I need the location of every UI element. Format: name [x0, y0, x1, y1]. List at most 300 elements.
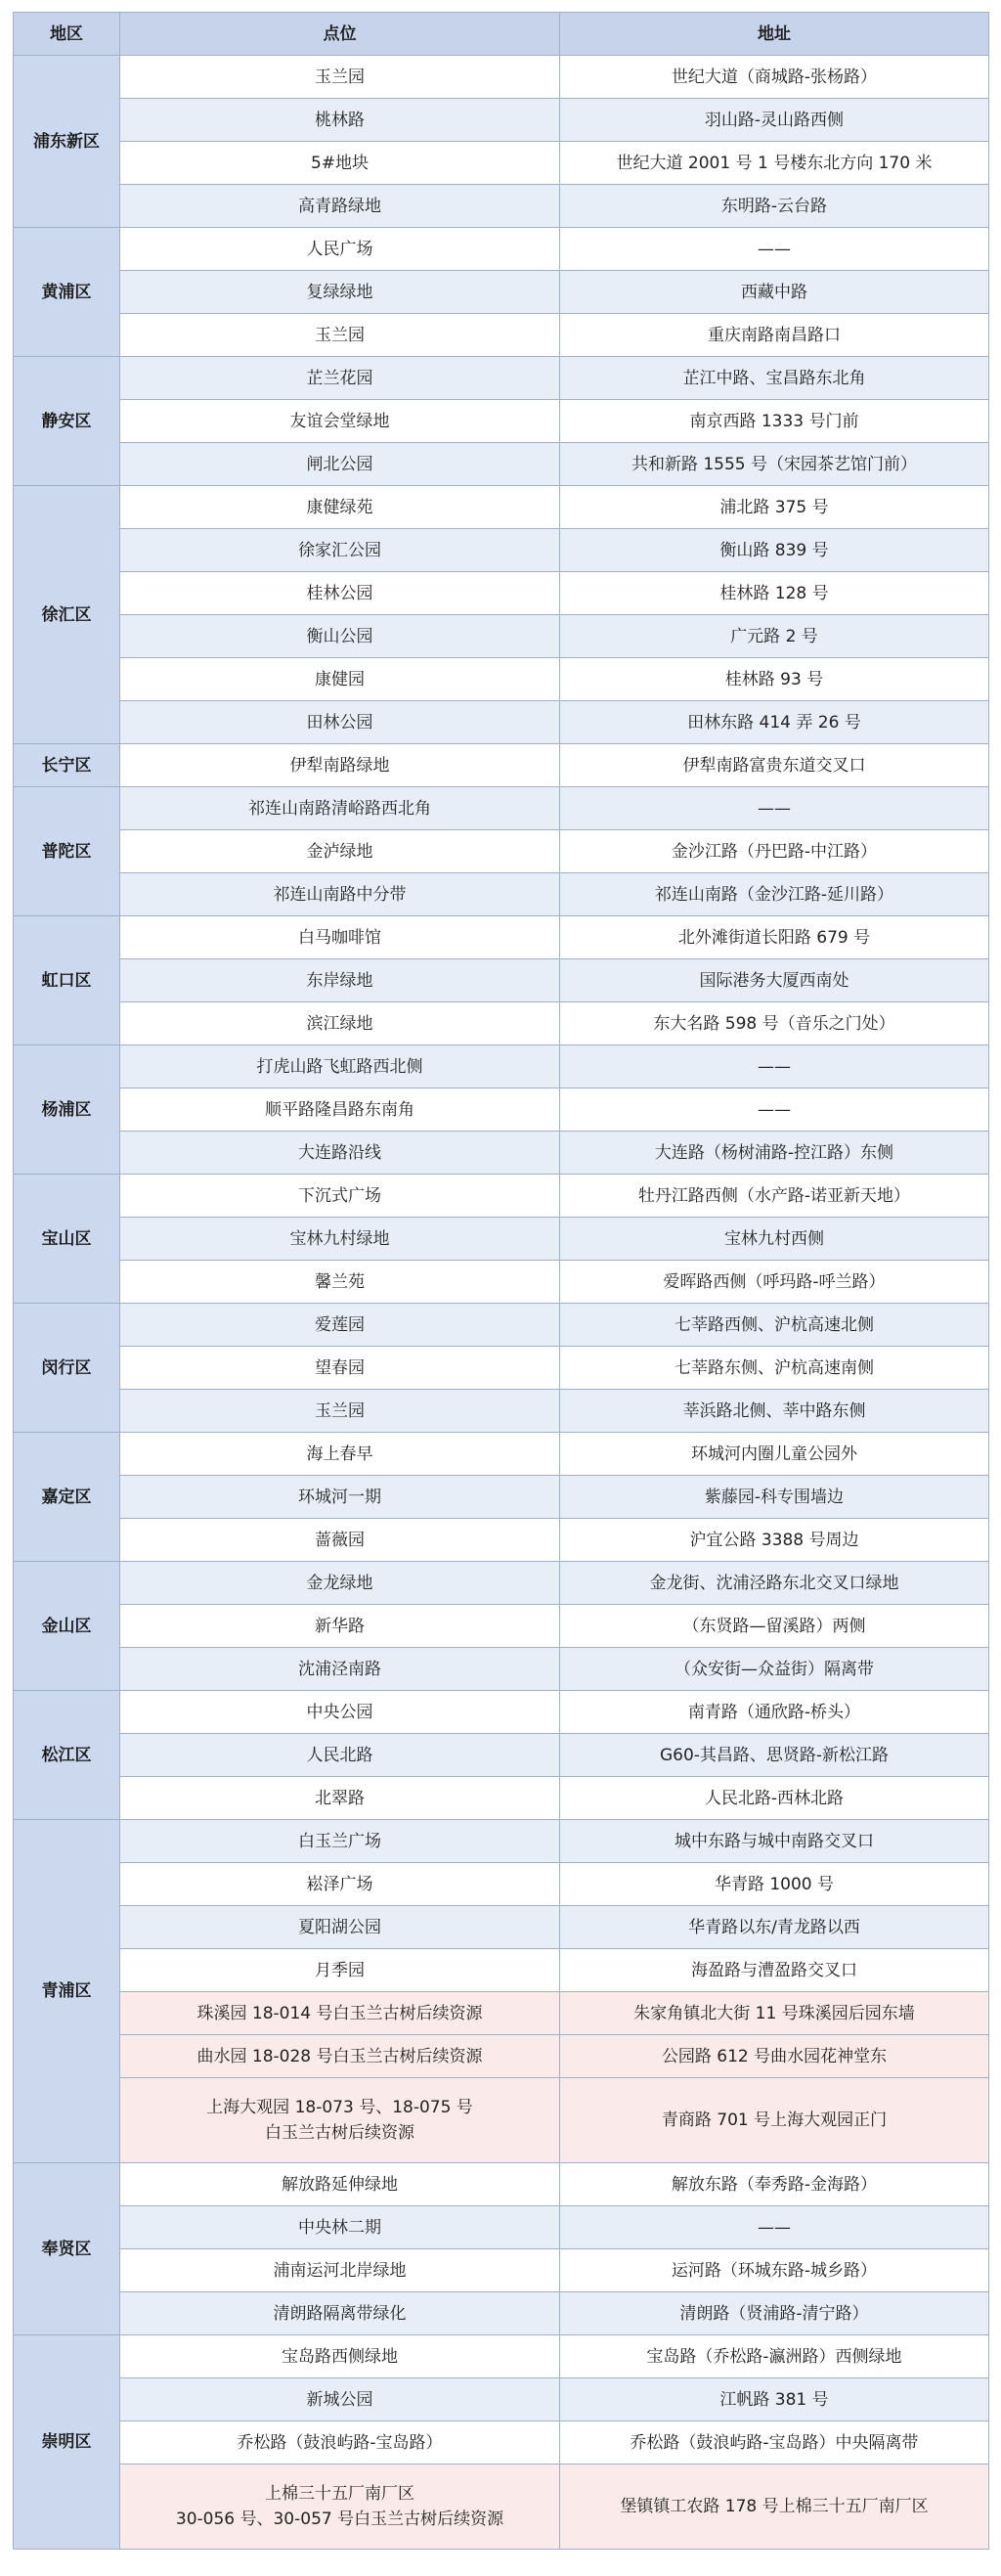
point-text: 新华路 [315, 1616, 365, 1636]
address-cell [560, 1002, 989, 1045]
point-cell [120, 314, 560, 357]
table-row [14, 1304, 989, 1347]
address-text: 海盈路与漕盈路交叉口 [691, 1960, 857, 1980]
table-row [14, 787, 989, 830]
table-row [14, 529, 989, 572]
address-text: （东贤路—留溪路）两侧 [682, 1616, 866, 1636]
point-cell [120, 1949, 560, 1992]
address-text: 紫藤园-科专围墙边 [704, 1487, 845, 1507]
address-cell [560, 1088, 989, 1132]
address-text: 青商路 701 号上海大观园正门 [661, 2110, 888, 2130]
district-cell: 黄浦区 [14, 228, 120, 357]
address-text: 牡丹江路西侧（水产路-诺亚新天地） [637, 1185, 911, 1206]
point-text: 夏阳湖公园 [298, 1917, 381, 1937]
address-cell [560, 2035, 989, 2078]
point-cell [120, 228, 560, 271]
address-text: 重庆南路南昌路口 [708, 325, 841, 345]
address-cell [560, 1691, 989, 1734]
table-row [14, 1906, 989, 1949]
point-text: 曲水园 18-028 号白玉兰古树后续资源 [196, 2046, 483, 2066]
table-row [14, 2206, 989, 2249]
table-row [14, 2249, 989, 2292]
address-text: 东明路-云台路 [720, 196, 828, 216]
address-text: 人民北路-西林北路 [704, 1788, 845, 1808]
address-text: 金沙江路（丹巴路-中江路） [671, 841, 878, 862]
header-district: 地区 [14, 13, 120, 56]
address-cell [560, 400, 989, 443]
point-text: 高青路绿地 [298, 196, 381, 216]
address-cell [560, 959, 989, 1002]
point-cell [120, 486, 560, 529]
address-text: 沪宜公路 3388 号周边 [689, 1530, 859, 1550]
point-text: 中央公园 [306, 1702, 373, 1722]
table-row [14, 1519, 989, 1562]
address-text: 华青路 1000 号 [714, 1874, 835, 1894]
address-text: 江帆路 381 号 [719, 2389, 829, 2410]
point-cell [120, 1175, 560, 1218]
point-cell [120, 2163, 560, 2206]
table-row [14, 572, 989, 615]
point-text: 顺平路隆昌路东南角 [265, 1099, 414, 1120]
point-cell [120, 443, 560, 486]
point-cell [120, 2249, 560, 2292]
address-text: 衡山路 839 号 [719, 540, 829, 560]
address-cell [560, 142, 989, 185]
address-cell [560, 830, 989, 873]
address-text: 桂林路 128 号 [719, 583, 829, 603]
point-cell [120, 701, 560, 744]
point-cell [120, 1347, 560, 1390]
point-cell [120, 1820, 560, 1863]
point-cell [120, 658, 560, 701]
table-row [14, 271, 989, 314]
point-text: 康健绿苑 [306, 497, 373, 517]
address-text: 世纪大道 2001 号 1 号楼东北方向 170 米 [616, 153, 933, 173]
address-cell [560, 1648, 989, 1691]
address-text: 北外滩街道长阳路 679 号 [677, 927, 871, 948]
address-cell [560, 271, 989, 314]
table-row [14, 314, 989, 357]
address-text: 伊犁南路富贵东道交叉口 [682, 755, 866, 776]
address-cell [560, 529, 989, 572]
table-row [14, 959, 989, 1002]
table-row [14, 744, 989, 787]
table-row [14, 1390, 989, 1433]
point-cell [120, 1433, 560, 1476]
point-cell [120, 2335, 560, 2378]
table-row [14, 56, 989, 99]
address-cell [560, 2465, 989, 2550]
address-text: 西藏中路 [741, 282, 807, 302]
point-cell [120, 1304, 560, 1347]
district-cell: 杨浦区 [14, 1045, 120, 1175]
point-cell [120, 1863, 560, 1906]
address-cell [560, 572, 989, 615]
point-text: 玉兰园 [315, 67, 365, 87]
district-cell: 宝山区 [14, 1175, 120, 1304]
address-cell [560, 228, 989, 271]
point-text: 爱莲园 [315, 1314, 365, 1335]
address-cell [560, 1949, 989, 1992]
table-row [14, 2078, 989, 2163]
point-text: 蔷薇园 [315, 1530, 365, 1550]
point-text: 打虎山路飞虹路西北侧 [256, 1056, 423, 1077]
district-cell: 青浦区 [14, 1820, 120, 2163]
table-header-row [14, 13, 989, 56]
address-text: 东大名路 598 号（音乐之门处） [653, 1013, 895, 1034]
point-text: 田林公园 [306, 712, 373, 733]
point-text: 桃林路 [315, 110, 365, 130]
table-row [14, 142, 989, 185]
address-text: 清朗路（贤浦路-清宁路） [679, 2303, 869, 2324]
point-cell [120, 2421, 560, 2465]
address-text: 莘浜路北侧、莘中路东侧 [682, 1400, 866, 1421]
address-text: 大连路（杨树浦路-控江路）东侧 [654, 1142, 894, 1163]
point-cell [120, 1002, 560, 1045]
table-row [14, 1175, 989, 1218]
address-text: —— [758, 1056, 791, 1077]
address-cell [560, 787, 989, 830]
address-cell [560, 1863, 989, 1906]
district-cell: 松江区 [14, 1691, 120, 1820]
district-cell: 闵行区 [14, 1304, 120, 1433]
point-text: 望春园 [315, 1357, 365, 1378]
address-text: 运河路（环城东路-城乡路） [671, 2260, 878, 2281]
point-cell [120, 830, 560, 873]
point-text: 环城河一期 [298, 1487, 381, 1507]
address-text: 浦北路 375 号 [719, 497, 829, 517]
point-cell [120, 1777, 560, 1820]
address-cell [560, 185, 989, 228]
point-cell [120, 1992, 560, 2035]
point-text: 上海大观园 18-073 号、18-075 号 [206, 2098, 473, 2117]
point-text: 人民广场 [306, 239, 373, 259]
point-text: 衡山公园 [306, 626, 373, 646]
point-text: 上棉三十五厂南厂区 [265, 2484, 414, 2504]
table-row [14, 2335, 989, 2378]
address-cell [560, 1045, 989, 1088]
point-cell [120, 1261, 560, 1304]
address-cell [560, 1347, 989, 1390]
address-text: G60-其昌路、思贤路-新松江路 [659, 1745, 890, 1765]
address-text: 七莘路西侧、沪杭高速北侧 [675, 1314, 874, 1335]
address-cell [560, 56, 989, 99]
point-cell [120, 400, 560, 443]
address-cell [560, 1390, 989, 1433]
table-row [14, 1820, 989, 1863]
address-text: （众安街—众益街）隔离带 [675, 1659, 874, 1679]
point-text: 闸北公园 [306, 454, 373, 474]
table-row [14, 873, 989, 916]
point-cell [120, 2465, 560, 2550]
table-wrapper [13, 12, 989, 2550]
point-text: 浦南运河北岸绿地 [273, 2260, 407, 2281]
address-text: 城中东路与城中南路交叉口 [675, 1831, 874, 1851]
district-cell: 虹口区 [14, 916, 120, 1045]
address-cell [560, 1433, 989, 1476]
table-row [14, 2163, 989, 2206]
table-row [14, 357, 989, 400]
address-cell [560, 1777, 989, 1820]
table-row [14, 1218, 989, 1261]
table-row [14, 701, 989, 744]
address-text: 桂林路 93 号 [724, 669, 824, 689]
point-text: 芷兰花园 [306, 368, 373, 388]
point-cell [120, 1605, 560, 1648]
address-text: —— [758, 1099, 791, 1120]
address-cell [560, 1304, 989, 1347]
table-row [14, 2465, 989, 2550]
point-text: 5#地块 [310, 153, 370, 173]
location-table [13, 12, 989, 2550]
address-cell [560, 2078, 989, 2163]
address-text: 堡镇镇工农路 178 号上棉三十五厂南厂区 [620, 2497, 929, 2516]
point-cell [120, 529, 560, 572]
address-cell [560, 1992, 989, 2035]
point-text: 崧泽广场 [306, 1874, 373, 1894]
address-text: 羽山路-灵山路西侧 [704, 110, 845, 130]
district-cell: 金山区 [14, 1562, 120, 1691]
point-text: 滨江绿地 [306, 1013, 373, 1034]
point-text: 大连路沿线 [298, 1142, 381, 1163]
table-row [14, 1347, 989, 1390]
address-text: —— [758, 239, 791, 259]
address-cell [560, 701, 989, 744]
point-text: 月季园 [315, 1960, 365, 1980]
table-row [14, 1777, 989, 1820]
address-cell [560, 357, 989, 400]
table-row [14, 916, 989, 959]
point-cell [120, 185, 560, 228]
district-cell: 长宁区 [14, 744, 120, 787]
address-cell [560, 658, 989, 701]
header-point: 点位 [120, 13, 560, 56]
table-row [14, 1433, 989, 1476]
address-cell [560, 1820, 989, 1863]
point-text: 桂林公园 [306, 583, 373, 603]
address-cell [560, 486, 989, 529]
point-text: 祁连山南路清峪路西北角 [248, 798, 431, 819]
point-cell [120, 1390, 560, 1433]
point-text: 珠溪园 18-014 号白玉兰古树后续资源 [196, 2003, 483, 2023]
point-text: 乔松路（鼓浪屿路-宝岛路） [237, 2432, 443, 2453]
address-cell [560, 2163, 989, 2206]
point-text: 下沉式广场 [298, 1185, 381, 1206]
point-cell [120, 787, 560, 830]
point-cell [120, 2206, 560, 2249]
address-cell [560, 1218, 989, 1261]
address-cell [560, 1562, 989, 1605]
point-cell [120, 959, 560, 1002]
table-row [14, 1734, 989, 1777]
address-cell [560, 2335, 989, 2378]
point-text: 白玉兰广场 [298, 1831, 381, 1851]
table-row [14, 830, 989, 873]
district-cell: 徐汇区 [14, 486, 120, 744]
point-text: 沈浦泾南路 [298, 1659, 381, 1679]
table-row [14, 1992, 989, 2035]
address-text: —— [758, 2217, 791, 2238]
district-cell: 奉贤区 [14, 2163, 120, 2335]
point-text: 中央林二期 [298, 2217, 381, 2238]
address-cell [560, 615, 989, 658]
address-text: 广元路 2 号 [730, 626, 818, 646]
district-cell: 嘉定区 [14, 1433, 120, 1562]
point-text: 康健园 [315, 669, 365, 689]
point-text: 北翠路 [315, 1788, 365, 1808]
table-row [14, 615, 989, 658]
point-cell [120, 99, 560, 142]
address-cell [560, 1605, 989, 1648]
point-cell [120, 744, 560, 787]
address-cell [560, 2249, 989, 2292]
point-text: 玉兰园 [315, 325, 365, 345]
point-text: 玉兰园 [315, 1400, 365, 1421]
address-cell [560, 1261, 989, 1304]
address-text: 宝林九村西侧 [724, 1228, 824, 1249]
table-row [14, 2292, 989, 2335]
point-text: 馨兰苑 [315, 1271, 365, 1292]
point-cell [120, 2035, 560, 2078]
point-text: 东岸绿地 [306, 970, 373, 991]
point-cell [120, 1519, 560, 1562]
table-row [14, 2035, 989, 2078]
point-text: 复绿绿地 [306, 282, 373, 302]
table-row [14, 486, 989, 529]
point-text: 30-056 号、30-057 号白玉兰古树后续资源 [175, 2509, 504, 2529]
point-cell [120, 873, 560, 916]
point-text: 宝林九村绿地 [289, 1228, 390, 1249]
address-text: 解放东路（奉秀路-金海路） [671, 2174, 878, 2195]
address-text: 公园路 612 号曲水园花神堂东 [661, 2046, 888, 2066]
address-text: 朱家角镇北大街 11 号珠溪园后园东墙 [633, 2003, 915, 2023]
address-text: 世纪大道（商城路-张杨路） [671, 67, 878, 87]
point-cell [120, 271, 560, 314]
address-cell [560, 2206, 989, 2249]
address-text: —— [758, 798, 791, 819]
point-cell [120, 1476, 560, 1519]
address-cell [560, 1734, 989, 1777]
point-cell [120, 572, 560, 615]
point-text: 金龙绿地 [306, 1573, 373, 1593]
address-text: 南京西路 1333 号门前 [689, 411, 859, 431]
address-cell [560, 2378, 989, 2421]
table-row [14, 1562, 989, 1605]
point-cell [120, 2292, 560, 2335]
point-text: 伊犁南路绿地 [289, 755, 390, 776]
point-cell [120, 1088, 560, 1132]
district-cell: 静安区 [14, 357, 120, 486]
point-cell [120, 615, 560, 658]
table-body [14, 56, 989, 2550]
table-row [14, 400, 989, 443]
point-cell [120, 1906, 560, 1949]
point-cell [120, 1648, 560, 1691]
point-text: 白玉兰古树后续资源 [265, 2123, 414, 2143]
table-row [14, 2421, 989, 2465]
point-text: 清朗路隔离带绿化 [273, 2303, 407, 2324]
table-row [14, 1476, 989, 1519]
table-row [14, 1648, 989, 1691]
point-text: 徐家汇公园 [298, 540, 381, 560]
point-text: 祁连山南路中分带 [273, 884, 407, 905]
table-row [14, 185, 989, 228]
address-cell [560, 744, 989, 787]
table-row [14, 1605, 989, 1648]
district-cell: 浦东新区 [14, 56, 120, 228]
point-cell [120, 2378, 560, 2421]
point-text: 宝岛路西侧绿地 [282, 2346, 398, 2367]
point-text: 友谊会堂绿地 [289, 411, 390, 431]
table-row [14, 99, 989, 142]
table-row [14, 1949, 989, 1992]
point-text: 解放路延伸绿地 [282, 2174, 398, 2195]
table-row [14, 1132, 989, 1175]
address-text: 宝岛路（乔松路-瀛洲路）西侧绿地 [646, 2346, 902, 2367]
point-cell [120, 2078, 560, 2163]
point-cell [120, 1562, 560, 1605]
point-cell [120, 1132, 560, 1175]
table-row [14, 1045, 989, 1088]
header-address: 地址 [560, 13, 989, 56]
address-text: 环城河内圈儿童公园外 [691, 1443, 857, 1464]
point-cell [120, 1218, 560, 1261]
address-text: 金龙街、沈浦泾路东北交叉口绿地 [649, 1573, 899, 1593]
address-text: 乔松路（鼓浪屿路-宝岛路）中央隔离带 [630, 2432, 919, 2453]
address-cell [560, 1175, 989, 1218]
address-text: 南青路（通欣路-桥头） [687, 1702, 861, 1722]
point-cell [120, 916, 560, 959]
point-cell [120, 1045, 560, 1088]
table-row [14, 658, 989, 701]
table-row [14, 228, 989, 271]
address-cell [560, 1476, 989, 1519]
address-text: 爱晖路西侧（呼玛路-呼兰路） [663, 1271, 886, 1292]
address-cell [560, 2421, 989, 2465]
address-text: 田林东路 414 弄 26 号 [687, 712, 861, 733]
point-text: 白马咖啡馆 [298, 927, 381, 948]
address-cell [560, 1519, 989, 1562]
table-row [14, 1261, 989, 1304]
district-cell: 普陀区 [14, 787, 120, 916]
point-text: 新城公园 [306, 2389, 373, 2410]
table-row [14, 2378, 989, 2421]
address-cell [560, 873, 989, 916]
address-text: 祁连山南路（金沙江路-延川路） [654, 884, 894, 905]
table-row [14, 1002, 989, 1045]
point-text: 海上春早 [306, 1443, 373, 1464]
address-cell [560, 443, 989, 486]
address-text: 国际港务大厦西南处 [699, 970, 849, 991]
table-row [14, 443, 989, 486]
point-cell [120, 1691, 560, 1734]
district-cell: 崇明区 [14, 2335, 120, 2550]
table-row [14, 1088, 989, 1132]
table-row [14, 1863, 989, 1906]
point-cell [120, 142, 560, 185]
point-text: 人民北路 [306, 1745, 373, 1765]
address-text: 七莘路东侧、沪杭高速南侧 [675, 1357, 874, 1378]
address-text: 芷江中路、宝昌路东北角 [682, 368, 866, 388]
address-cell [560, 2292, 989, 2335]
point-cell [120, 56, 560, 99]
address-cell [560, 314, 989, 357]
address-cell [560, 1132, 989, 1175]
point-text: 金泸绿地 [306, 841, 373, 862]
table-row [14, 1691, 989, 1734]
address-cell [560, 916, 989, 959]
point-cell [120, 1734, 560, 1777]
